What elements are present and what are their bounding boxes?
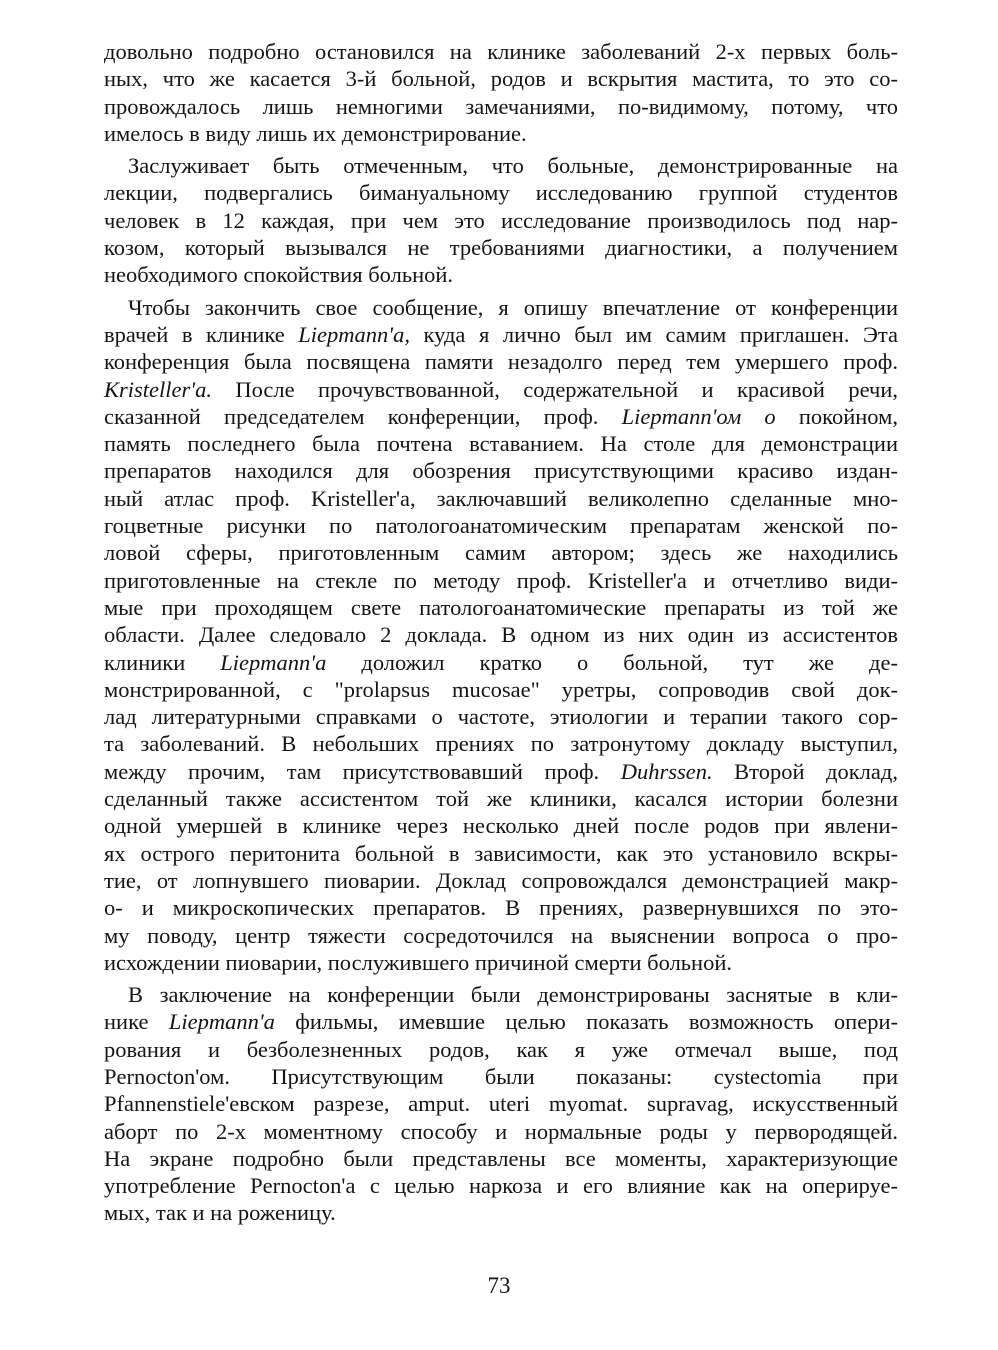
- text-segment: человек в 12 каждая, при чем это исследование производилось под нар-: [104, 207, 898, 233]
- text-line: [104, 1008, 898, 1035]
- text-line: [104, 207, 898, 234]
- text-line: [104, 649, 898, 676]
- text-segment: ный атлас проф. Kristeller'a, заключавший великолепно сделанные мно-: [104, 485, 898, 511]
- text-line: [104, 621, 898, 648]
- text-segment: сделанный также ассистентом той же клиники, касался истории болезни: [104, 786, 898, 812]
- text-line: [104, 321, 898, 348]
- text-segment: фильмы, имевшие целью показать возможность опери-: [274, 1009, 898, 1035]
- text-segment: Чтобы закончить свое сообщение, я опишу впечатление от конференции: [128, 294, 898, 320]
- text-line: [104, 1036, 898, 1063]
- text-segment: области. Далее следовало 2 доклада. В одном из них один из ассистентов: [104, 622, 898, 648]
- text-segment: одной умершей в клинике через несколько дней после родов при явлени-: [104, 813, 898, 839]
- text-segment: между прочим, там присутствовавший проф.: [104, 758, 621, 784]
- text-segment: память последнего была почтена вставанием. На столе для демонстрации: [104, 431, 898, 457]
- italic-text: Liepmann'a: [168, 1009, 275, 1035]
- text-segment: конференция была посвящена памяти незадолго перед тем умершего проф.: [104, 349, 898, 375]
- text-line: [104, 922, 898, 949]
- text-line: [104, 1172, 898, 1199]
- text-segment: о- и микроскопических препаратов. В прениях, развернувшихся по это-: [104, 895, 898, 921]
- text-line: [104, 1118, 898, 1145]
- text-segment: необходимого спокойствия больной.: [104, 262, 454, 288]
- text-line: [104, 949, 898, 976]
- text-segment: сказанной председателем конференции, проф.: [104, 403, 622, 429]
- text-segment: Второй доклад,: [712, 758, 898, 784]
- paragraph: [104, 294, 898, 976]
- text-line: [104, 485, 898, 512]
- paragraph: [104, 38, 898, 147]
- text-line: [104, 294, 898, 321]
- text-line: [104, 1145, 898, 1172]
- paragraph: [104, 152, 898, 288]
- text-segment: клиники: [104, 649, 221, 675]
- text-segment: Pernocton'ом. Присутствующим были показаны: cystectomia при: [104, 1063, 898, 1089]
- italic-text: Liepmann'a,: [298, 321, 410, 347]
- text-line: [104, 594, 898, 621]
- text-line: [104, 348, 898, 375]
- text-line: [104, 234, 898, 261]
- text-line: [104, 1199, 898, 1226]
- text-line: [104, 512, 898, 539]
- text-line: [104, 120, 898, 147]
- text-segment: тие, от лопнувшего пиоварии. Доклад сопровождался демонстрацией макр-: [104, 867, 898, 893]
- text-segment: исхождении пиоварии, послужившего причиной смерти больной.: [104, 949, 733, 975]
- text-line: [104, 812, 898, 839]
- page-body: [104, 38, 898, 1227]
- text-segment: козом, который вызывался не требованиями диагностики, а получением: [104, 235, 898, 261]
- text-line: [104, 676, 898, 703]
- italic-text: Liepmann'a: [220, 649, 327, 675]
- page-number: 73: [487, 1273, 511, 1298]
- paragraph: [104, 981, 898, 1227]
- text-segment: монстрированной, с "prolapsus mucosae" уретры, сопроводив свой док-: [104, 676, 898, 702]
- text-line: [104, 703, 898, 730]
- text-line: [104, 894, 898, 921]
- text-line: [104, 376, 898, 403]
- text-segment: му поводу, центр тяжести сосредоточился на выяснении вопроса о про-: [104, 922, 898, 948]
- text-line: [104, 730, 898, 757]
- italic-text: Liepmann'ом о: [621, 403, 776, 429]
- text-line: [104, 430, 898, 457]
- text-segment: Pfannenstiele'евском разрезе, amput. uteri myomat. supravag, искусственный: [104, 1091, 898, 1117]
- text-segment: врачей в клинике: [104, 321, 299, 347]
- text-segment: препаратов находился для обозрения присутствующими красиво издан-: [104, 458, 898, 484]
- text-line: [104, 179, 898, 206]
- text-segment: та заболеваний. В небольших прениях по затронутому докладу выступил,: [104, 731, 898, 757]
- text-line: [104, 1090, 898, 1117]
- text-segment: Заслуживает быть отмеченным, что больные, демонстрированные на: [128, 153, 898, 179]
- text-line: [104, 539, 898, 566]
- text-line: [104, 38, 898, 65]
- text-segment: лекции, подвергались бимануальному исследованию группой студентов: [104, 180, 898, 206]
- italic-text: Kristeller'a.: [104, 376, 212, 402]
- text-line: [104, 65, 898, 92]
- text-segment: ловой сферы, приготовленным самим автором; здесь же находились: [104, 540, 898, 566]
- text-segment: рования и безболезненных родов, как я уже отмечал выше, под: [104, 1036, 898, 1062]
- text-segment: провождалось лишь немногими замечаниями, по-видимому, потому, что: [104, 93, 898, 119]
- text-segment: приготовленные на стекле по методу проф. Kristeller'a и отчетливо види-: [104, 567, 898, 593]
- text-segment: ных, что же касается 3-й больной, родов и вскрытия мастита, то это со-: [104, 66, 898, 92]
- text-segment: покойном,: [775, 403, 898, 429]
- text-segment: На экране подробно были представлены все моменты, характеризующие: [104, 1145, 898, 1171]
- text-line: [104, 981, 898, 1008]
- text-line: [104, 261, 898, 288]
- italic-text: Duhrssen.: [620, 758, 713, 784]
- text-segment: куда я лично был им самим приглашен. Эта: [409, 321, 898, 347]
- text-segment: употребление Pernocton'a с целью наркоза и его влияние как на оперируе-: [104, 1173, 898, 1199]
- text-segment: довольно подробно остановился на клинике заболеваний 2-х первых боль-: [104, 39, 898, 64]
- text-line: [104, 567, 898, 594]
- text-line: [104, 457, 898, 484]
- text-segment: имелось в виду лишь их демонстрирование.: [104, 120, 527, 146]
- text-segment: аборт по 2-х моментному способу и нормальные роды у первородящей.: [104, 1118, 898, 1144]
- text-line: [104, 840, 898, 867]
- text-segment: гоцветные рисунки по патологоанатомическим препаратам женской по-: [104, 513, 898, 539]
- text-line: [104, 403, 898, 430]
- text-line: [104, 1063, 898, 1090]
- text-segment: нике: [104, 1009, 169, 1035]
- text-segment: ях острого перитонита больной в зависимости, как это установило вскры-: [104, 840, 898, 866]
- text-line: [104, 758, 898, 785]
- text-line: [104, 785, 898, 812]
- text-line: [104, 152, 898, 179]
- text-segment: лад литературными справками о частоте, этиологии и терапии такого сор-: [104, 704, 898, 730]
- text-line: [104, 93, 898, 120]
- text-segment: мые при проходящем свете патологоанатомические препараты из той же: [104, 594, 898, 620]
- text-segment: В заключение на конференции были демонстрированы заснятые в кли-: [128, 982, 898, 1008]
- text-segment: доложил кратко о больной, тут же де-: [326, 649, 898, 675]
- text-segment: мых, так и на роженицу.: [104, 1200, 336, 1226]
- text-segment: После прочувствованной, содержательной и красивой речи,: [211, 376, 898, 402]
- text-line: [104, 867, 898, 894]
